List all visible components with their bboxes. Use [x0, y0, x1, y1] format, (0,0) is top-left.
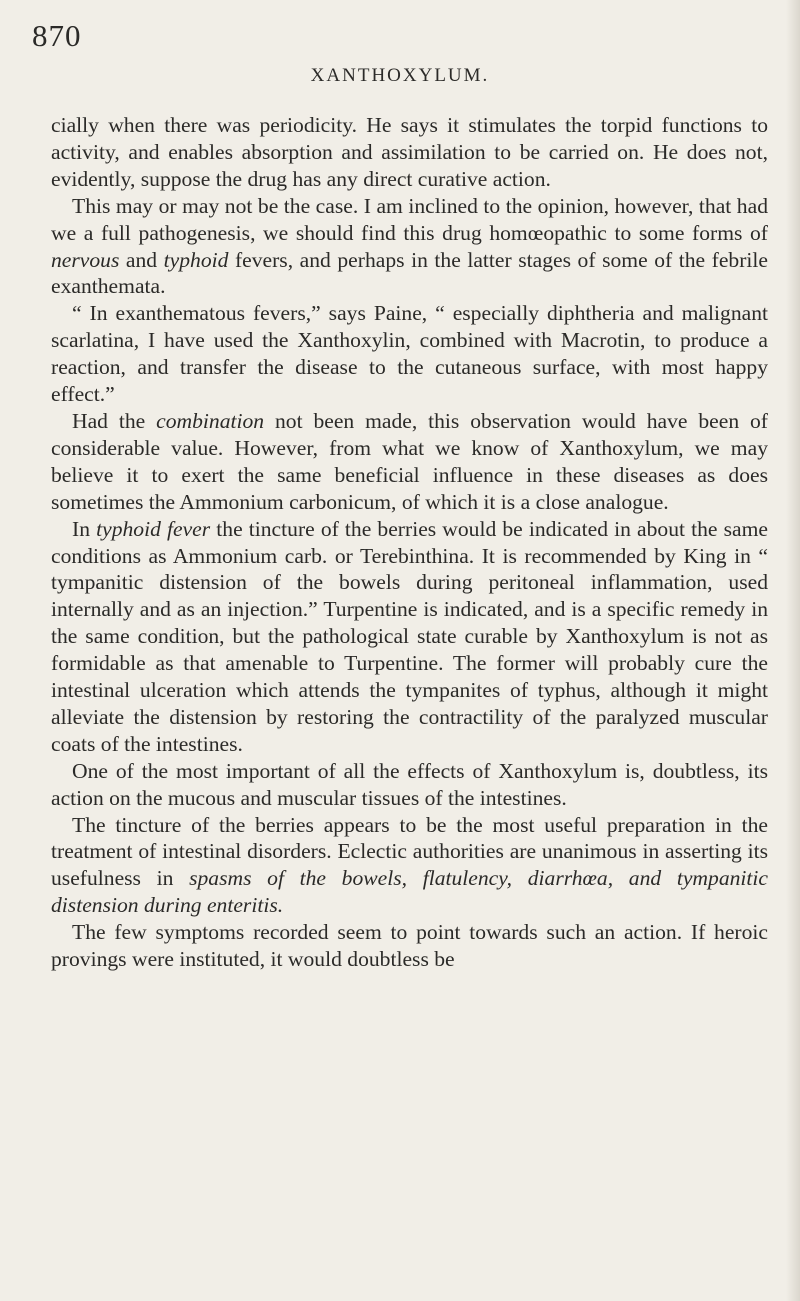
running-head: XANTHOXYLUM. — [310, 65, 490, 86]
paragraph-8: The few symptoms recorded seem to point towards such an action. If heroic provings were instituted, it would doubtless be — [51, 920, 768, 972]
paragraph-2-text-c: and — [119, 247, 164, 272]
paragraph-3-quote: “ In exanthematous fevers,” says Paine, “ especially diphtheria and malignant scarlatina, I have used the Xanthoxylin, combined with Macrotin, to produce a reaction, and transfer the disease to the cutaneous surface, with most happy effect.” — [51, 301, 768, 407]
paragraph-7-italic-list: spasms of the bowels, flatulency, diarrhœa, and tympanitic distension during enteritis. — [51, 866, 768, 918]
paragraph-2-italic-nervous: nervous — [51, 247, 120, 272]
paragraph-4-italic-combination: combination — [156, 408, 265, 433]
paragraph-4-text-a: Had the — [72, 408, 157, 433]
paragraph-4 — [51, 408, 768, 516]
paragraph-1: cially when there was periodicity. He says it stimulates the torpid functions to activity, and enables absorption and assimilation to be carried on. He does not, evidently, suppose the drug has any direct curative action. — [51, 113, 768, 191]
paragraph-4-text-c: not been made, this observation would have been of considerable value. However, from what we know of Xanthoxylum, we may believe it to exert the same beneficial influence in these diseases as does sometimes the Ammonium carbonicum, of which it is a close analogue. — [51, 408, 768, 514]
paragraph-7 — [51, 812, 768, 920]
paragraph-5 — [51, 516, 768, 758]
paragraph-6: One of the most important of all the effects of Xanthoxylum is, doubtless, its action on the mucous and muscular tissues of the intestines. — [51, 758, 768, 810]
paragraph-5-italic-typhoid-fever: typhoid fever — [96, 516, 211, 541]
paragraph-2-italic-typhoid: typhoid — [163, 247, 229, 272]
paragraph-7-text-a: The tincture of the berries appears to be the most useful preparation in the treatment of intestinal disorders. Eclectic authorities are unanimous in asserting its usefulness in — [51, 812, 768, 891]
paragraph-2-text-a: This may or may not be the case. I am inclined to the opinion, however, that had we a full pathogenesis, we should find this drug homœopathic to some forms of — [51, 193, 768, 245]
page-edge-shadow — [786, 0, 800, 1301]
page-number: 870 — [32, 18, 82, 53]
paragraph-2 — [51, 193, 768, 301]
body-text — [51, 112, 768, 973]
paragraph-2-text-e: fevers, and perhaps in the latter stages of some of the febrile exanthemata. — [51, 247, 768, 299]
paragraph-5-text-a: In — [72, 516, 97, 541]
paragraph-5-text-c: the tincture of the berries would be indicated in about the same conditions as Ammonium carb. or Terebinthina. It is recommended by King in “ tympanitic distension of the bowels during peritoneal inflammation, used internally and as an injection.” Turpentine is indicated, and is a specific remedy in the same condition, but the pathological state curable by Xanthoxylum is not as formidable as that amenable to Turpentine. The former will probably cure the intestinal ulceration which attends the tympanites of typhus, although it might alleviate the distension by restoring the contractility of the paralyzed muscular coats of the intestines. — [51, 516, 769, 756]
